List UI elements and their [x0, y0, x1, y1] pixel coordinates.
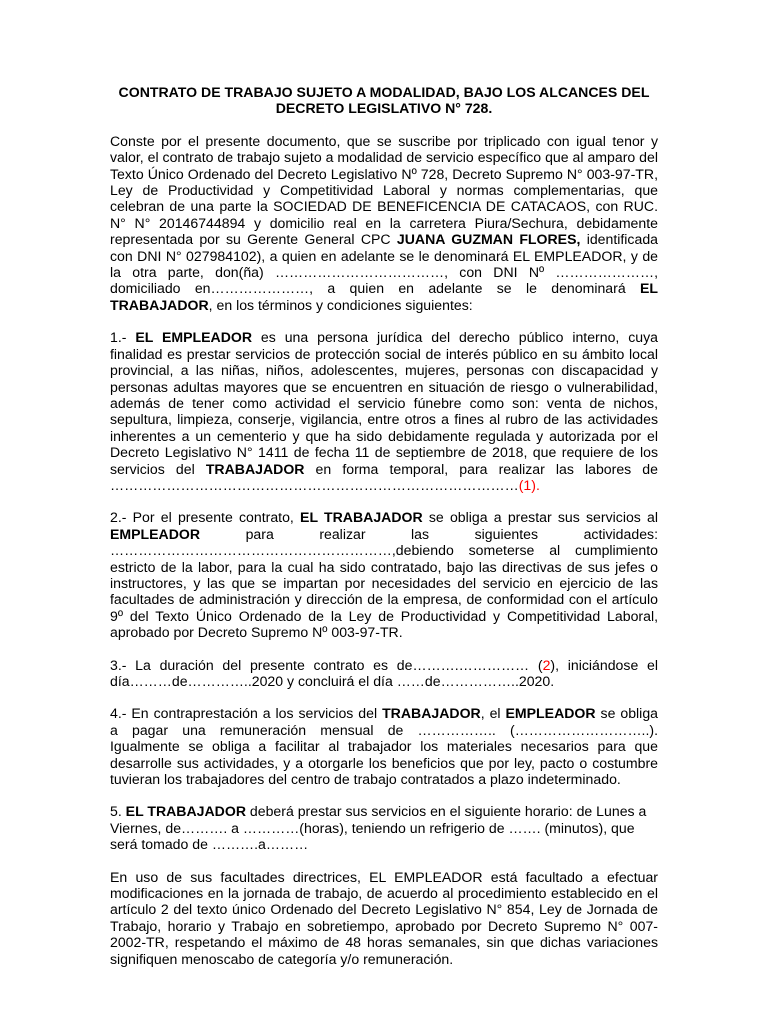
document-title: CONTRATO DE TRABAJO SUJETO A MODALIDAD, BAJO LOS ALCANCES DEL DECRETO LEGISLATIVO N° 728.: [118, 84, 650, 117]
paragraph-7: [110, 869, 658, 967]
paragraph-2: [110, 329, 658, 493]
paragraph-text: 5.: [110, 803, 126, 820]
bold-text: EL TRABAJADOR: [110, 280, 658, 313]
paragraph-text: , el: [480, 705, 506, 722]
bold-text: EL EMPLEADOR: [135, 329, 253, 346]
paragraph-text: deberá prestar sus servicios en el siguiente horario: de Lunes a Viernes, de………. a …………(horas), teniendo un refrigerio de ……. (minutos), que será tomado de ……….a………: [110, 803, 647, 853]
paragraph-text: 4.- En contraprestación a los servicios del: [110, 705, 383, 722]
paragraph-3: [110, 509, 658, 640]
bold-text: EL TRABAJADOR: [300, 509, 423, 526]
bold-text: JUANA GUZMAN FLORES,: [396, 231, 581, 248]
paragraph-text: es una persona jurídica del derecho público interno, cuya finalidad es prestar servicios de protección social de interés público en su ámbito local provincial, a las niñas, niños, adolescentes, mujeres, personas con discapacidad y personas adultas mayores que se encuentren en situación de riesgo o vulnerabilidad, además de tener como actividad el servicio fúnebre como son: venta de nichos, sepultura, limpieza, conserje, vigilancia, entre otros a fines al rubro de las actividades inherentes a un cementerio y que ha sido debidamente regulada y autorizada por el Decreto Legislativo N° 1411 de fecha 11 de septiembre de 2018, que requiere de los servicios del: [110, 329, 659, 477]
paragraph-text: se obliga a pagar una remuneración mensual de …………….. (………………………..). Igualmente se obliga a facilitar al trabajador los materiales necesarios para que desarrolle sus actividades, y a otorgarle los beneficios que por ley, pacto o costumbre tuvieran los trabajadores del centro de trabajo contratados a plazo indeterminado.: [110, 705, 658, 788]
paragraph-1: [110, 133, 658, 313]
bold-text: EMPLEADOR: [110, 525, 201, 542]
paragraph-text: 2.- Por el presente contrato,: [110, 509, 301, 526]
footnote-marker: 2: [542, 656, 551, 673]
paragraph-text: para realizar las siguientes actividades: ……………………………………………………,debiendo someterse al cumplimiento estricto de la labor, para la cual ha sido contratado, bajo las directivas de sus jefes o instructores, y las que se impartan por necesidades del servicio en ejercicio de las facultades de administración y dirección de la empresa, de conformidad con el artículo 9º del Texto Único Ordenado de la Ley de Productividad y Competitividad Laboral, aprobado por Decreto Supremo Nº 003-97-TR.: [110, 525, 658, 641]
paragraph-text: se obliga a prestar sus servicios al: [422, 509, 658, 526]
bold-text: TRABAJADOR: [382, 705, 481, 722]
paragraph-text: ), iniciándose el día………de…………..2020 y concluirá el día ……de……………..2020.: [110, 656, 658, 689]
paragraph-text: identificada con DNI N° 027984102), a quien en adelante se le denominará EL EMPLEADOR, y de la otra parte, don(ña) ………………………………, con DNI Nº …………………, domiciliado en…………………, a quien en adelante se le denominará: [110, 231, 658, 297]
bold-text: EL TRABAJADOR: [125, 803, 246, 820]
bold-text: TRABAJADOR: [205, 460, 305, 477]
paragraph-text: 3.- La duración del presente contrato es de……….…………… (: [110, 656, 543, 673]
paragraph-text: Conste por el presente documento, que se suscribe por triplicado con igual tenor y valor, el contrato de trabajo sujeto a modalidad de servicio específico que al amparo del Texto Único Ordenado del Decreto Legislativo Nº 728, Decreto Supremo N° 003-97-TR, Ley de Productividad y Competitividad Laboral y normas complementarias, que celebran de una parte la SOCIEDAD DE BENEFICENCIA DE CATACAOS, con RUC. N° N° 20146744894 y domicilio real en la carretera Piura/Sechura, debidamente representada por su Gerente General CPC: [110, 132, 658, 248]
paragraph-text: 1.-: [110, 329, 136, 346]
paragraph-6: [110, 803, 658, 852]
paragraph-text: , en los términos y condiciones siguientes:: [208, 296, 473, 313]
footnote-marker: (1).: [518, 476, 540, 493]
paragraph-text: En uso de sus facultades directrices, EL EMPLEADOR está facultado a efectuar modificaciones en la jornada de trabajo, de acuerdo al procedimiento establecido en el artículo 2 del texto único Ordenado del Decreto Legislativo N° 854, Ley de Jornada de Trabajo, horario y Trabajo en sobretiempo, aprobado por Decreto Supremo N° 007-2002-TR, respetando el máximo de 48 horas semanales, sin que dichas variaciones signifiquen menoscabo de categoría y/o remuneración.: [110, 868, 658, 967]
document-body: [110, 133, 658, 967]
paragraph-text: en forma temporal, para realizar las labores de ……………………………………………………………………………: [110, 460, 658, 493]
paragraph-5: [110, 705, 658, 787]
bold-text: EMPLEADOR: [505, 705, 596, 722]
paragraph-4: [110, 657, 658, 690]
